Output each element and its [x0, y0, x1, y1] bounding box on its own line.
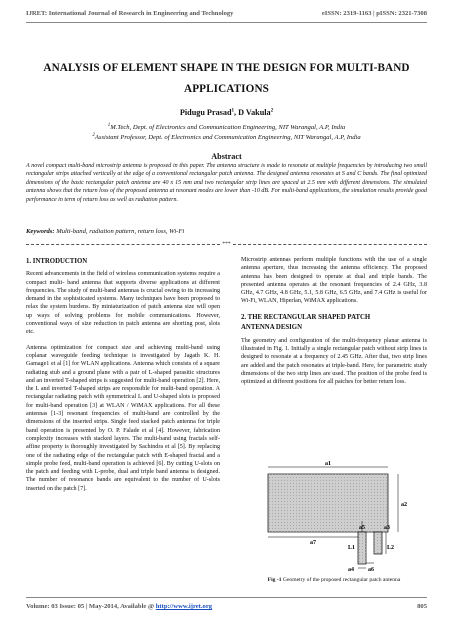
label-a4: a4 [348, 567, 354, 573]
antenna-geometry-diagram [262, 461, 410, 573]
affiliation-2 [26, 134, 427, 141]
antenna-figure [262, 461, 410, 573]
intro-paragraph-2: Antenna optimization for compact size and achieving multi-band using coplanar waveguide feeding technique is investigated by Jagath K. H. Gamage1 et al [1] for WLAN applications. Antenna which consists of a square radiating stub and a ground plane with a pair of L-shaped parasitic structures and an inverted T-shaped strips is suggested for multi-band operation [2]. Here, the L and inverted T-shaped strips are responsible for multi-band operation. A rectangular radiating patch with symmetrical L and U-shaped slots is proposed for multi-band operation [3] at WLAN / WiMAX applications. For all these antennas [1-3] resonant frequencies of multi-band are controlled by the dimensions of the inserted strips. Single feed stacked patch antenna for triple band operation is presented by O. P. Falade et al [4]. However, fabrication complexity increases with stacked layers. The multi-band using fractals self-affine property is thoroughly investigated by Sachindra et al [5]. By replacing one of the radiating edge of the rectangular patch with E-shaped fractal and a simple probe feed, multi-band operation is achieved [6]. By cutting U-slots on the patch and feeding with L-probe, dual and triple band antenna is designed. The number of resonance bands are equivalent to the number of U-slots inserted on the patch [7]. [26, 344, 220, 492]
figure-caption [241, 577, 427, 583]
label-a6: a6 [368, 567, 374, 573]
separator-line-right [233, 244, 427, 245]
caption-text: Geometry of the proposed rectangular patch antenna [281, 577, 401, 583]
page-number: 805 [417, 603, 427, 610]
footer-volume [26, 603, 212, 610]
title-line-1: ANALYSIS OF ELEMENT SHAPE IN THE DESIGN FOR MULTI-BAND [43, 62, 410, 74]
label-a1: a1 [325, 461, 331, 467]
patch-dots [268, 474, 388, 532]
abstract-heading: Abstract [211, 152, 242, 161]
design-paragraph: The geometry and configuration of the multi-frequency planar antenna is illustrated in Fig. 1. Initially a single rectangular patch without strip lines is designed to resonate at a frequency of 2.45 GHz. After that, two strip lines are added and the patch resonates at triple-band. Here, for parametric study dimensions of the two strip lines are used. The position of the probe feed is optimized at different positions for all patches for better return loss. [241, 337, 427, 386]
affiliation-1-sup: 1 [107, 122, 111, 128]
affiliation-1 [26, 124, 427, 131]
author-list [26, 108, 427, 117]
separator-stars: *** [222, 241, 231, 247]
footer-volume-text: Volume: 03 Issue: 05 | May-2014, Available @ [26, 603, 156, 610]
affiliation-2-sup: 2 [92, 132, 95, 138]
strip-l2-dots [374, 532, 382, 554]
intro-paragraph-3: Microstrip antennas perform multiple functions with the use of a single antenna aperture, thus increasing the antenna efficiency. The proposed antenna has been designed to operate at dual and triple bands. The presented antenna operates at the resonant frequencies of 2.4 GHz, 3.8 GHz, 4.7 GHz, 4.8 GHz, 5.1, 5.8 GHz, 6.5 GHz, and 7.4 GHz is useful for Wi-Fi, WLAN, Hiperlan, WiMAX applications. [241, 257, 427, 305]
author-separator: , [234, 108, 239, 117]
keywords-label: Keywords: [26, 228, 55, 235]
label-a7: a7 [310, 540, 316, 546]
intro-paragraph-1: Recent advancements in the field of wireless communication systems require a compact multi- band antenna that supports diverse applications at different frequencies. The study of multi-band antennas is crucial owing to its increasing demand in the sophisticated systems. Many techniques have been proposed to relax the system burdens. By miniaturization of patch antenna size will open up ways of solving problems for mobile communications. However, conventional ways of size reduction in patch antenna are shorting post, slots etc. [26, 271, 220, 336]
affiliation-2-text: Assistant Professor, Dept. of Electronics and Communication Engineering, NIT Warangal, A.P, India [94, 134, 361, 141]
section-separator [26, 240, 427, 248]
separator-line-left [26, 244, 220, 245]
header-divider [26, 22, 427, 23]
author-1-sup: 1 [231, 108, 234, 114]
caption-label: Fig -1 [267, 577, 282, 583]
label-l1: L1 [348, 545, 356, 551]
design-heading-line-2: ANTENNA DESIGN [241, 323, 302, 331]
label-a5: a5 [359, 525, 365, 531]
journal-header [26, 10, 427, 17]
design-heading-line-1: 2. THE RECTANGULAR SHAPED PATCH [241, 313, 371, 321]
affiliation-1-text: M.Tech, Dept. of Electronics and Communication Engineering, NIT Warangal, A.P, India [110, 124, 346, 131]
keywords [26, 228, 427, 235]
journal-name: IJRET: International Journal of Research in Engineering and Technology [26, 10, 234, 17]
right-column [241, 256, 427, 394]
title-line-2: APPLICATIONS [184, 83, 269, 95]
author-2-sup: 2 [270, 108, 274, 114]
strip-l1-dots [358, 532, 366, 564]
keywords-value: Multi-band, radiation pattern, return loss, Wi-Fi [56, 228, 185, 235]
left-column [26, 256, 220, 500]
paper-title [26, 58, 427, 100]
design-heading [241, 313, 427, 333]
introduction-heading: 1. INTRODUCTION [26, 258, 88, 265]
journal-url-link[interactable]: http://www.ijret.org [155, 603, 213, 610]
author-2: D Vakula [238, 108, 271, 117]
page-footer [26, 603, 427, 610]
footer-divider [26, 597, 427, 598]
author-1: Pidugu Prasad [179, 108, 232, 117]
label-a3: a3 [384, 525, 390, 531]
journal-issn: eISSN: 2319-1163 | pISSN: 2321-7308 [321, 10, 427, 17]
label-a2: a2 [401, 502, 407, 508]
label-l2: L2 [387, 545, 395, 551]
abstract-text: A novel compact multi-band microstrip antenna is proposed in this paper. The antenna structure is made to resonate at multiple frequencies by introducing two small rectangular strips attached vertically at the edge of a conventional rectangular patch antenna. The designed antenna resonates at S and C bands. The final optimized dimensions of the basic rectangular patch antenna are 40 x 15 mm and two rectangular strip lines are spaced at 2.5 mm with different dimensions. The simulated antenna shows that the return loss of the proposed antenna at resonant modes are lower than -10 dB. For multi-band applications, the simulation results provide good performance in term of return loss as well as radiation pattern. [26, 163, 427, 203]
